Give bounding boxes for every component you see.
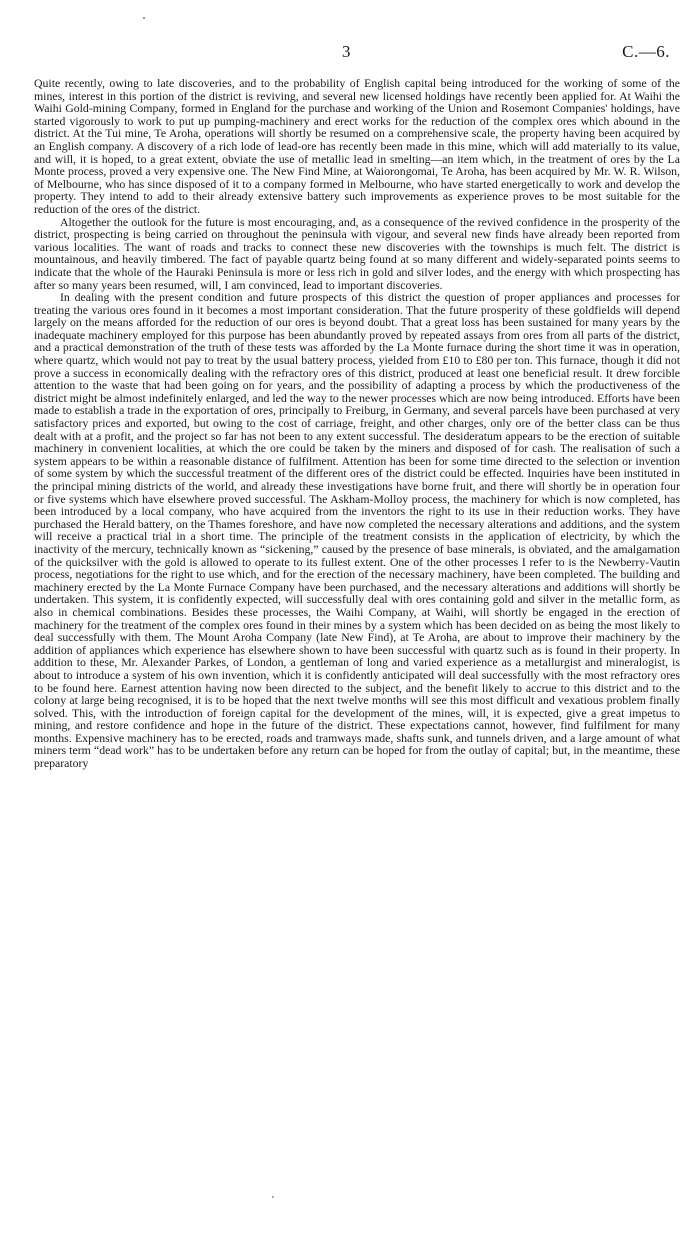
page-number: 3	[342, 42, 351, 61]
paragraph-ore-processes: In dealing with the present condition and future prospects of this district the question of proper appliances and processes for treating the various ores found in it becomes a most important consideration. That the future prosperity of these goldfields will depend largely on the means afforded for the reduction of our ores is beyond doubt. That a great loss has been sustained for many years by the inadequate machinery employed for this purpose has been abundantly proved by repeated assays from ores from all parts of the district, and a practical demonstration of the truth of these tests was afforded by the La Monte furnace during the short time it was in operation, where quartz, which would not pay to treat by the usual battery process, yielded from £10 to £80 per ton. This furnace, though it did not prove a success in economically dealing with the refractory ores of this district, produced at least one beneficial result. It drew forcible attention to the waste that had been going on for years, and the possibility of adapting a process by which the productiveness of the district might be almost indefinitely enlarged, and led the way to the newer processes which are now being introduced. Efforts have been made to establish a trade in the exportation of ores, principally to Freiburg, in Germany, and several parcels have been purchased at very satisfactory prices and exported, but owing to the cost of carriage, freight, and other charges, only ore of the better class can be thus dealt with at a profit, and the project so far has not been to any extent successful. The desideratum appears to be the erection of suitable machinery in convenient localities, at which the ore could be taken by the miners and disposed of for cash. The realisation of such a system appears to be within a reasonable distance of fulfilment. Attention has been for some time directed to the selection or invention of some system by which the successful treatment of the different ores of the district could be effected. Inquiries have been instituted in the principal mining districts of the world, and already these investigations have borne fruit, and there will shortly be in operation four or five systems which have elsewhere proved successful. The Askham-Molloy process, the machinery for which is now completed, has been introduced by a local company, who have acquired from the inventors the right to its use in their reduction works. They have purchased the Herald battery, on the Thames foreshore, and have now completed the necessary alterations and additions, and the system will receive a practical trial in a short time. The principle of the treatment consists in the application of electricity, by which the inactivity of the mercury, technically known as “sickening,” caused by the presence of base minerals, is obviated, and the amalgamation of the quicksilver with the gold is allowed to operate to its fullest extent. One of the other processes I refer to is the Newberry-Vautin process, negotiations for the right to use which, and for the erection of the necessary machinery, have been completed. The building and machinery erected by the La Monte Furnace Company have been purchased, and the necessary alterations and additions will shortly be undertaken. This system, it is confidently expected, will successfully deal with ores containing gold and silver in the metallic form, as also in chemical combinations. Besides these processes, the Waihi Company, at Waihi, will shortly be engaged in the erection of machinery for the treatment of the complex ores found in their mines by a system which has been decided on as being the most likely to deal successfully with them. The Mount Aroha Company (late New Find), at Te Aroha, are about to improve their machinery by the addition of appliances which experience has elsewhere shown to have been successful with quartz such as is found in their property. In addition to these, Mr. Alexander Parkes, of London, a gentleman of long and varied experience as a metallurgist and mineralogist, is about to introduce a system of his own invention, which it is confidently anticipated will deal successfully with the most refractory ores to be found here. Earnest attention having now been directed to the subject, and the benefit likely to accrue to this district and to the colony at large being recognised, it is to be hoped that the next twelve months will see this most difficult and vexatious problem finally solved. This, with the introduction of foreign capital for the development of the mines, will, it is expected, give a great impetus to mining, and restore confidence and hope in the future of the district. These expectations cannot, however, find fulfilment for many months. Expensive machinery has to be erected, roads and tramways made, shafts sunk, and tunnels driven, and a large amount of what miners term “dead work” has to be undertaken before any return can be hoped for from the outlay of capital; but, in the meantime, these preparatory	[34, 290, 680, 771]
paragraph-waihi-mines: Quite recently, owing to late discoveries, and to the probability of English capital being introduced for the working of some of the mines, interest in this portion of the district is reviving, and several new licensed holdings have recently been applied for. At Waihi the Waihi Gold-mining Company, formed in England for the purchase and working of the Union and Rosemont Companies' holdings, have started vigorously to work to put up pumping-machinery and erect works for the reduction of the complex ores which abound in the district. At the Tui mine, Te Aroha, operations will shortly be resumed on a comprehensive scale, the property having been acquired by an English company. A discovery of a rich lode of lead-ore has recently been made in this mine, which will add materially to its value, and will, it is hoped, to a great extent, obviate the use of metallic lead in smelting—an item which, in the treatment of ores by the La Monte process, proved a very expensive one. The New Find Mine, at Waiorongomai, Te Aroha, has been acquired by Mr. W. R. Wilson, of Melbourne, who has since disposed of it to a company formed in Melbourne, who have started energetically to work and develop the property. They intend to add to their already extensive battery such improvements as experience proves to be most suitable for the reduction of the ores of the district.	[34, 76, 680, 216]
document-code: C.—6.	[622, 42, 670, 61]
body-text	[34, 77, 680, 770]
page-header	[0, 42, 700, 66]
print-speck	[272, 1196, 274, 1198]
paragraph-outlook: Altogether the outlook for the future is most encouraging, and, as a consequence of the revived confidence in the prosperity of the district, prospecting is being carried on throughout the peninsula with vigour, and several new finds have already been reported from various localities. The want of roads and tracks to connect these new discoveries with the townships is much felt. The district is mountainous, and heavily timbered. The fact of payable quartz being found at so many different and widely-separated points seems to indicate that the whole of the Hauraki Peninsula is more or less rich in gold and silver lodes, and the energy with which prospecting has after so many years been resumed, will, I am convinced, lead to important discoveries.	[34, 214, 680, 292]
print-speck	[143, 17, 145, 19]
